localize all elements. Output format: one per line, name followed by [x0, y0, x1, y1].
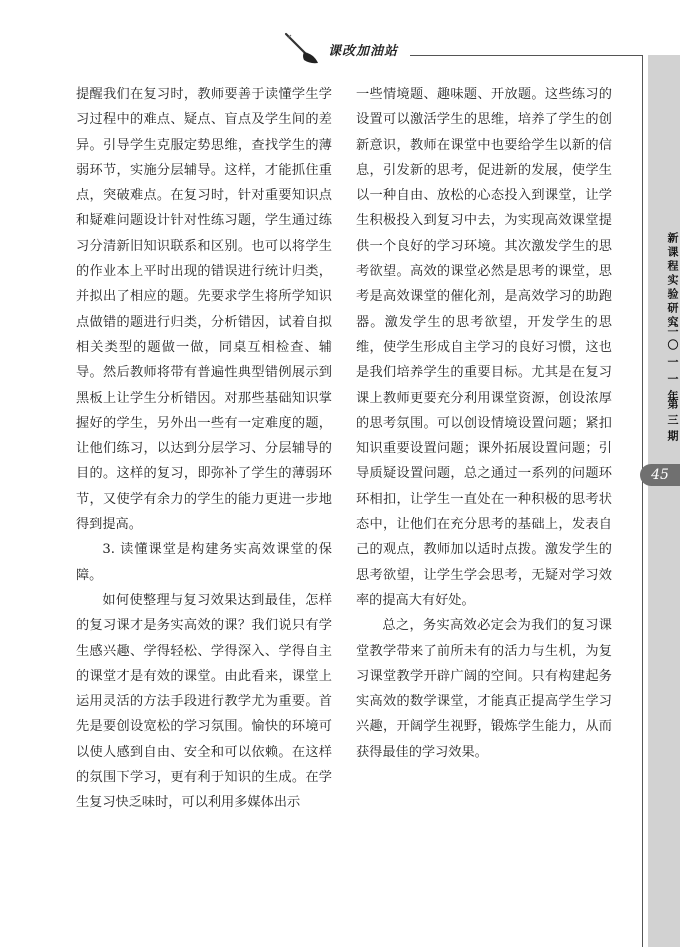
- body-paragraph: 总之，务实高效必定会为我们的复习课堂教学带来了前所未有的活力与生机，为复习课堂教学开辟广阔的空间。只有构建起务实高效的数学课堂，才能真正提高学生学习兴趣，开阔学生视野，锻炼学生能力，从而获得最佳的学习效果。: [356, 618, 612, 760]
- header-rule: [410, 55, 642, 56]
- left-column: [76, 82, 332, 816]
- issue-number: 第三期: [666, 398, 679, 446]
- right-column: [356, 82, 612, 765]
- page-number: 45: [651, 467, 669, 483]
- brush-icon: [284, 32, 326, 66]
- journal-name: 新课程实验研究: [666, 232, 679, 330]
- body-paragraph: 一些情境题、趣味题、开放题。这些练习的设置可以激活学生的思维，培养了学生的创新意识，教师在课堂中也要给学生以新的信息，引发新的思考，促进新的发展，使学生以一种自由、放松的心态投入到课堂，让学生积极投入到复习中去，为实现高效课堂提供一个良好的学习环境。其次激发学生的思考欲望。高效的课堂必然是思考的课堂，思考是高效课堂的催化剂，是高效学习的助跑器。激发学生的思考欲望，开发学生的思维，使学生形成自主学习的良好习惯，这也是我们培养学生的重要目标。尤其是在复习课上教师更要充分利用课堂资源，创设浓厚的思考氛围。可以创设情境设置问题；紧扣知识重要设置问题；课外拓展设置问题；引导质疑设置问题，总之通过一系列的问题环环相扣，让学生一直处在一种积极的思考状态中，让他们在充分思考的基础上，发表自己的观点，教师加以适时点拨。激发学生的思考欲望，让学生学会思考，无疑对学习效率的提高大有好处。: [356, 87, 612, 608]
- body-paragraph: 如何使整理与复习效果达到最佳，怎样的复习课才是务实高效的课？我们说只有学生感兴趣、学得轻松、学得深入、学得自主的课堂才是有效的课堂。由此看来，课堂上运用灵活的方法手段进行教学尤为重要。首先是要创设宽松的学习氛围。愉快的环境可以使人感到自由、安全和可以依赖。在这样的氛围下学习，更有利于知识的生成。在学生复习快乏味时，可以利用多媒体出示: [76, 592, 332, 811]
- side-band: [648, 55, 680, 947]
- page-header: [0, 0, 680, 72]
- body-paragraph: 提醒我们在复习时，教师要善于读懂学生学习过程中的难点、疑点、盲点及学生间的差异。引导学生克服定势思维，查找学生的薄弱环节，实施分层辅导。这样，才能抓住重点，突破难点。在复习时，针对重要知识点和疑难问题设计针对性练习题，学生通过练习分清新旧知识联系和区别。也可以将学生的作业本上平时出现的错误进行统计归类，并拟出了相应的题。先要求学生将所学知识点做错的题进行归类，分析错因，试着自拟相关类型的题做一做，同桌互相检查、辅导。然后教师将带有普遍性典型错例展示到黑板上让学生分析错因。对那些基础知识掌握好的学生，另外出一些有一定难度的题，让他们练习，以达到分层学习、分层辅导的目的。这样的复习，即弥补了学生的薄弱环节，又使学有余力的学生的能力更进一步地得到提高。: [76, 87, 332, 533]
- section-heading: 3. 读懂课堂是构建务实高效课堂的保障。: [76, 542, 332, 583]
- vertical-rule: [642, 55, 643, 947]
- section-title: 课改加油站: [328, 44, 399, 59]
- issue-year: 二〇一一年: [666, 322, 679, 407]
